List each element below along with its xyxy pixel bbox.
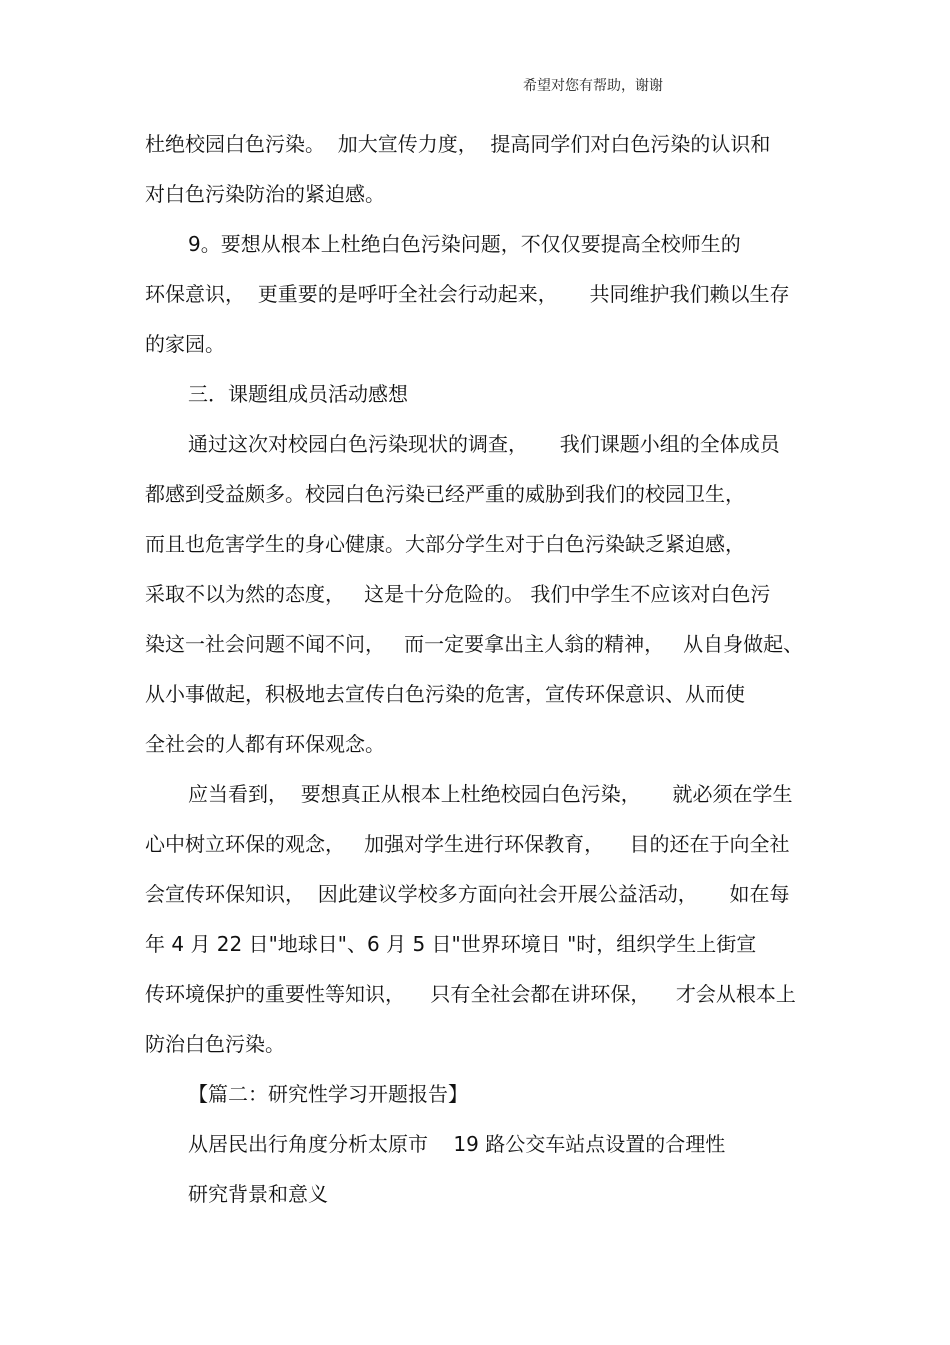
text-line: 从小事做起，积极地去宣传白色污染的危害，宣传环保意识、从而使 (145, 682, 745, 706)
report-title: 从居民出行角度分析太原市 19 路公交车站点设置的合理性 (188, 1132, 726, 1156)
text-line: 的家园。 (145, 332, 225, 356)
text-line: 应当看到， 要想真正从根本上杜绝校园白色污染， 就必须在学生 (188, 782, 793, 806)
text-line: 通过这次对校园白色污染现状的调查， 我们课题小组的全体成员 (188, 432, 780, 456)
header-note: 希望对您有帮助，谢谢 (523, 78, 663, 94)
text-line: 会宣传环保知识， 因此建议学校多方面向社会开展公益活动， 如在每 (145, 882, 790, 906)
section-heading: 三．课题组成员活动感想 (188, 382, 408, 406)
text-line: 都感到受益颇多。校园白色污染已经严重的威胁到我们的校园卫生， (145, 482, 745, 506)
text-line: 对白色污染防治的紧迫感。 (145, 182, 385, 206)
text-line: 全社会的人都有环保观念。 (145, 732, 385, 756)
text-line: 9。要想从根本上杜绝白色污染问题，不仅仅要提高全校师生的 (188, 232, 741, 256)
text-line: 染这一社会问题不闻不问， 而一定要拿出主人翁的精神， 从自身做起、 (145, 632, 804, 656)
text-line: 心中树立环保的观念， 加强对学生进行环保教育， 目的还在于向全社 (145, 832, 790, 856)
text-line: 采取不以为然的态度， 这是十分危险的。 我们中学生不应该对白色污 (145, 582, 771, 606)
text-line: 防治白色污染。 (145, 1032, 285, 1056)
text-line: 传环境保护的重要性等知识， 只有全社会都在讲环保， 才会从根本上 (145, 982, 796, 1006)
text-line: 环保意识， 更重要的是呼吁全社会行动起来， 共同维护我们赖以生存 (145, 282, 790, 306)
subsection-heading: 研究背景和意义 (188, 1182, 328, 1206)
text-line: 杜绝校园白色污染。 加大宣传力度， 提高同学们对白色污染的认识和 (145, 132, 771, 156)
text-line: 而且也危害学生的身心健康。大部分学生对于白色污染缺乏紧迫感， (145, 532, 745, 556)
section-heading: 【篇二：研究性学习开题报告】 (188, 1082, 468, 1106)
text-line: 年 4 月 22 日"地球日"、6 月 5 日"世界环境日 "时，组织学生上街宣 (145, 932, 757, 956)
